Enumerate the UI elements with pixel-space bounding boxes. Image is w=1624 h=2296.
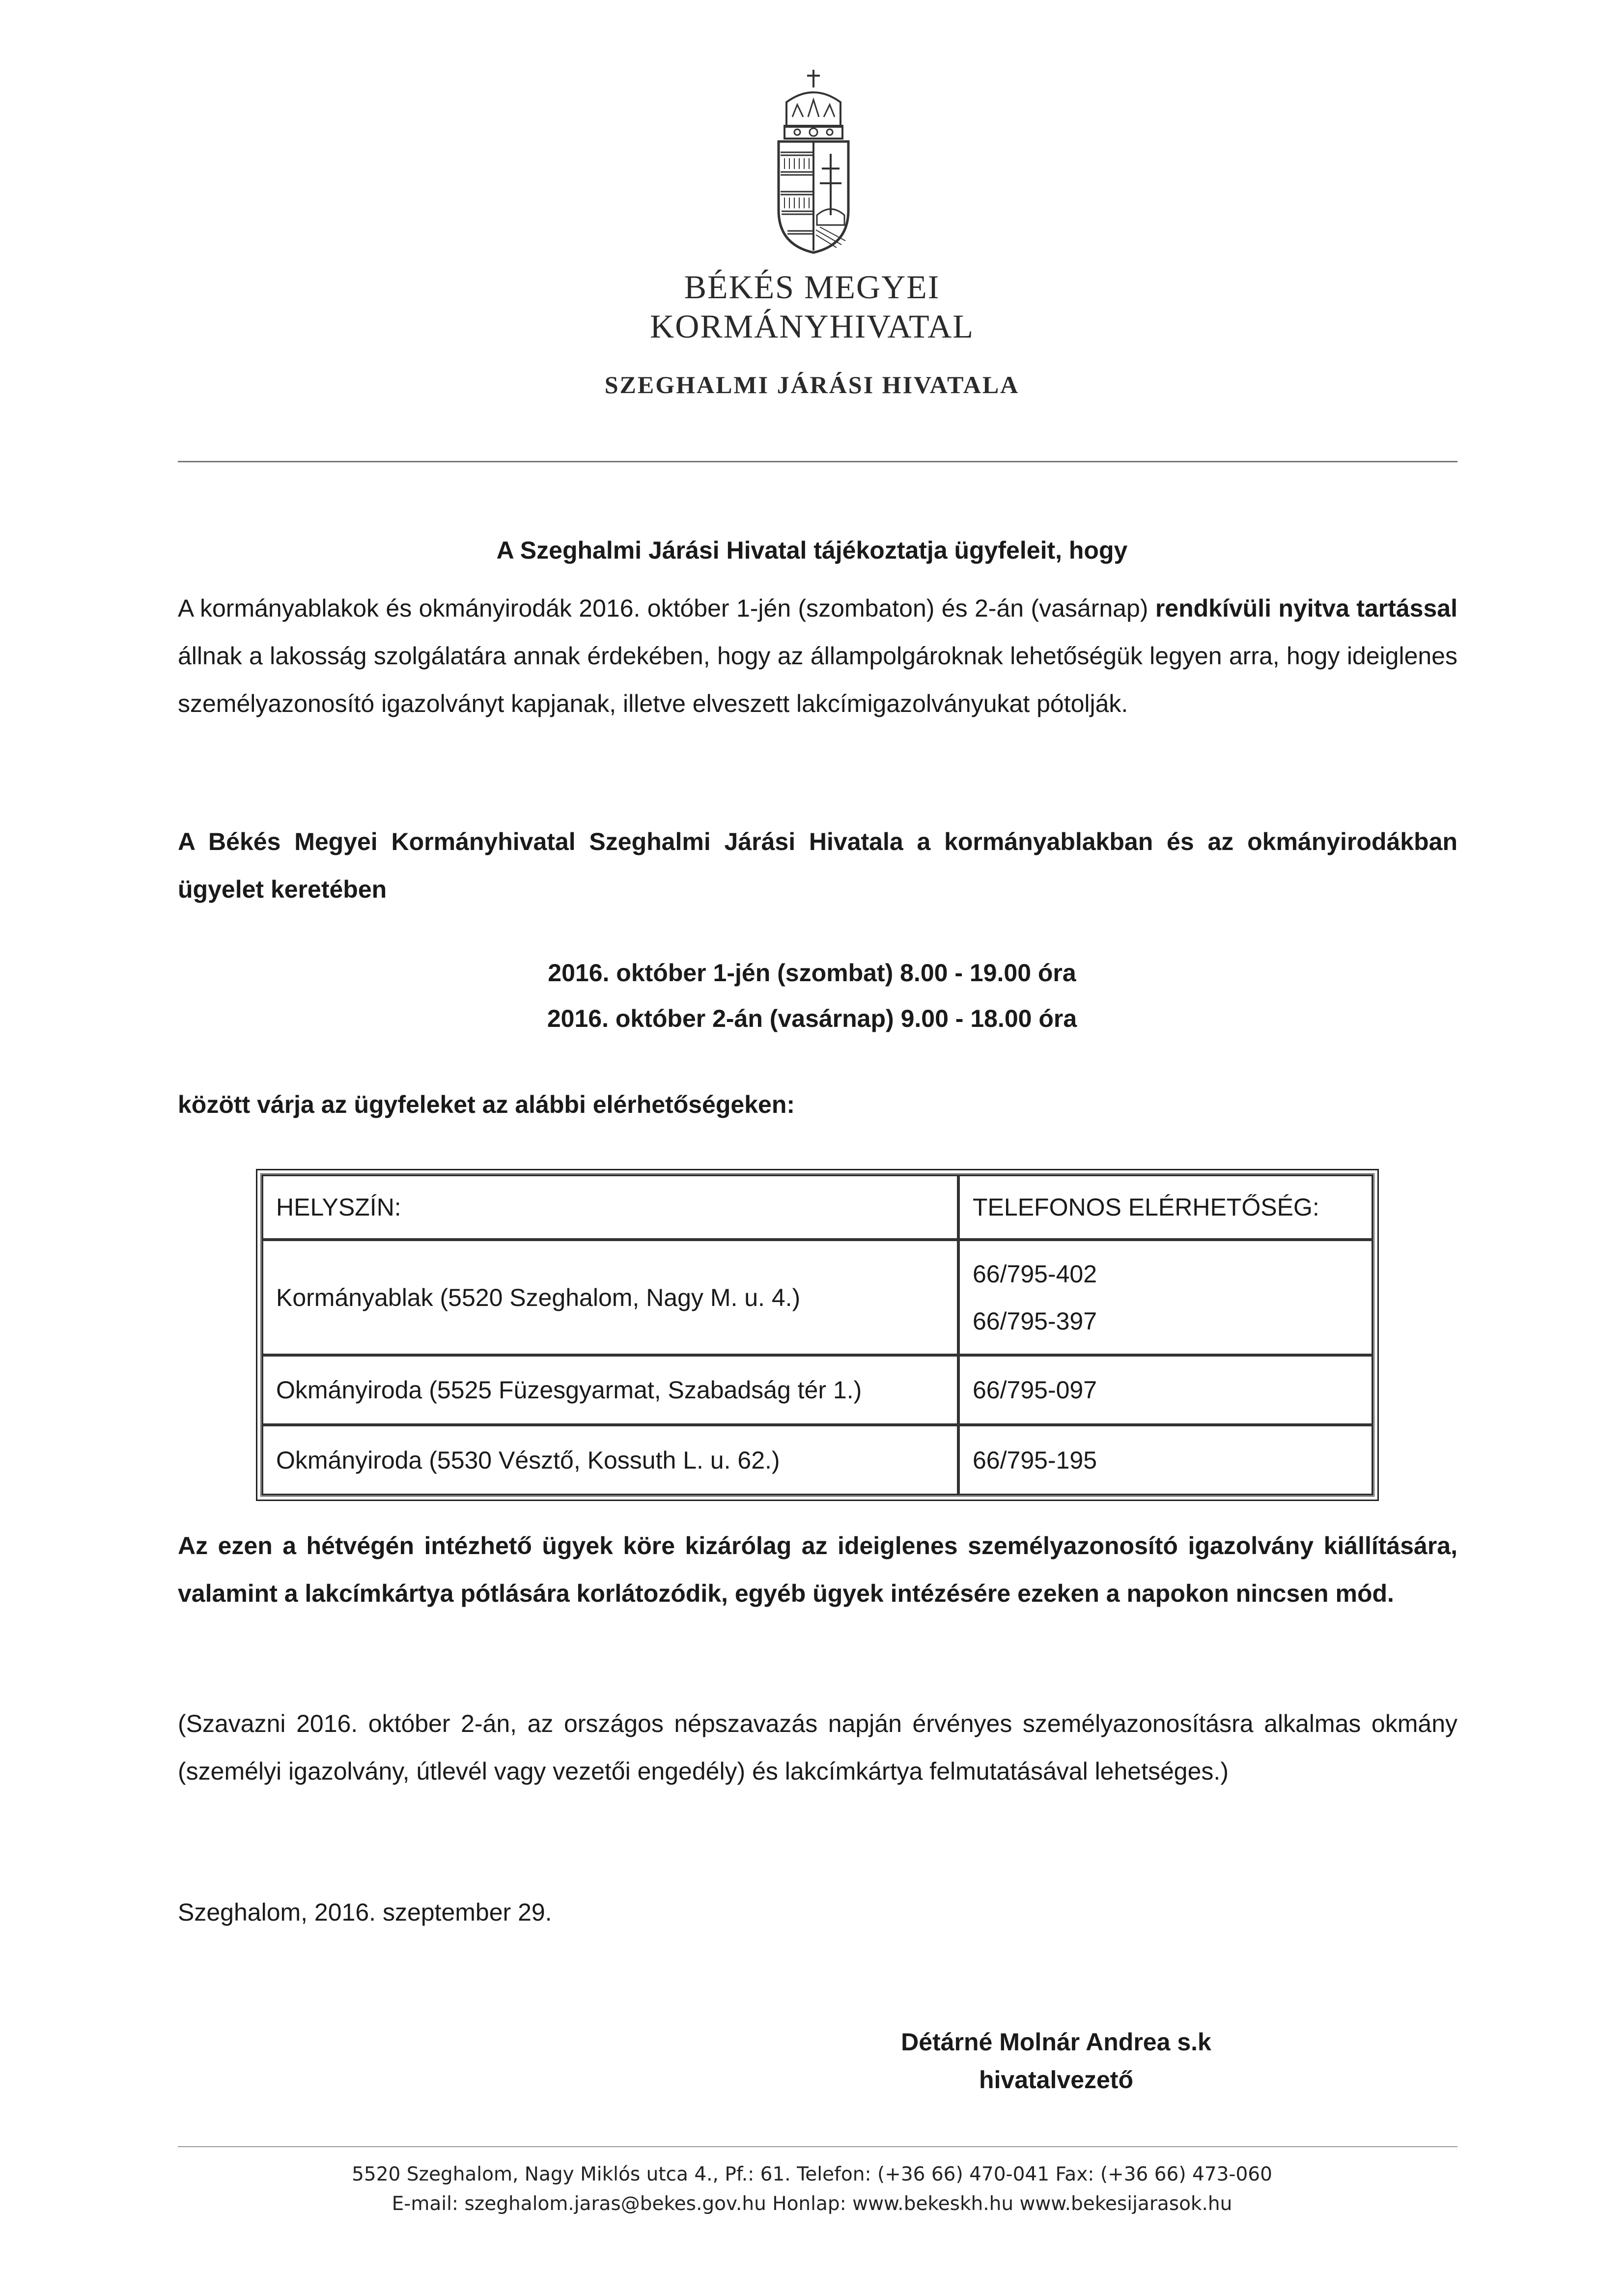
signature-name: Détárné Molnár Andrea s.k [901, 2028, 1211, 2056]
paragraph-3: között várja az ügyfeleket az alábbi elérhetőségeken: [178, 1091, 795, 1118]
paragraph-1-part-1: A kormányablakok és okmányirodák 2016. október 1-jén (szombaton) és 2-án (vasárnap) [178, 595, 1155, 622]
header-location: HELYSZÍN: [262, 1175, 958, 1240]
schedule-day-1: 2016. október 1-jén (szombat) 8.00 - 19.00 óra [548, 959, 1076, 987]
org-line-3: SZEGHALMI JÁRÁSI HIVATALA [604, 371, 1020, 398]
contact-table [260, 1173, 1374, 1497]
paragraph-5: (Szavazni 2016. október 2-án, az országos népszavazás napján érvényes személyazonosításra alkalmas okmány (személyi igazolvány, útlevél vagy vezetői engedély) és lakcímkártya felmutatásával lehetséges.) [178, 1710, 1457, 1785]
table-header-row [262, 1175, 1373, 1240]
row-phones [958, 1240, 1373, 1355]
row-place: Okmányiroda (5530 Vésztő, Kossuth L. u. 62.) [262, 1425, 958, 1495]
row-place: Okmányiroda (5525 Füzesgyarmat, Szabadság tér 1.) [262, 1355, 958, 1425]
footer-divider [178, 2146, 1457, 2147]
footer-address: 5520 Szeghalom, Nagy Miklós utca 4., Pf.: 61. Telefon: (+36 66) 470-041 Fax: (+36 66) 473-060 [352, 2163, 1272, 2185]
phone-number: 66/795-397 [973, 1307, 1097, 1335]
header-phone: TELEFONOS ELÉRHETŐSÉG: [958, 1175, 1373, 1240]
signature-title: hivatalvezető [979, 2066, 1133, 2094]
phone-number: 66/795-097 [958, 1355, 1373, 1425]
org-line-1: BÉKÉS MEGYEI [684, 268, 940, 306]
lead-text: A Szeghalmi Járási Hivatal tájékoztatja ügyfeleit, hogy [496, 537, 1128, 564]
phone-number: 66/795-195 [958, 1425, 1373, 1495]
paragraph-1-bold: rendkívüli nyitva tartással [1155, 595, 1457, 622]
org-line-2: KORMÁNYHIVATAL [650, 308, 974, 345]
table-row [262, 1425, 1373, 1495]
phone-number: 66/795-402 [973, 1260, 1097, 1288]
paragraph-1-part-2: állnak a lakosság szolgálatára annak érdekében, hogy az állampolgároknak lehetőségük legyen arra, hogy ideiglenes személyazonosító igazolványt kapjanak, illetve elveszett lakcímigazolványukat pótolják. [178, 642, 1457, 717]
hungarian-coat-of-arms-icon [773, 68, 854, 255]
footer-contact: E-mail: szeghalom.jaras@bekes.gov.hu Honlap: www.bekeskh.hu www.bekesijarasok.hu [392, 2193, 1232, 2215]
table-row [262, 1240, 1373, 1355]
header-divider [178, 461, 1457, 462]
row-place: Kormányablak (5520 Szeghalom, Nagy M. u. 4.) [262, 1240, 958, 1355]
paragraph-2: A Békés Megyei Kormányhivatal Szeghalmi Járási Hivatala a kormányablakban és az okmányirodákban ügyelet keretében [178, 828, 1457, 903]
paragraph-4: Az ezen a hétvégén intézhető ügyek köre kizárólag az ideiglenes személyazonosító igazolvány kiállítására, valamint a lakcímkártya pótlására korlátozódik, egyéb ügyek intézésére ezeken a napokon nincsen mód. [178, 1532, 1457, 1607]
date-line: Szeghalom, 2016. szeptember 29. [178, 1899, 552, 1926]
paragraph-1 [178, 585, 1457, 728]
schedule-day-2: 2016. október 2-án (vasárnap) 9.00 - 18.00 óra [547, 1005, 1077, 1032]
table-row [262, 1355, 1373, 1425]
